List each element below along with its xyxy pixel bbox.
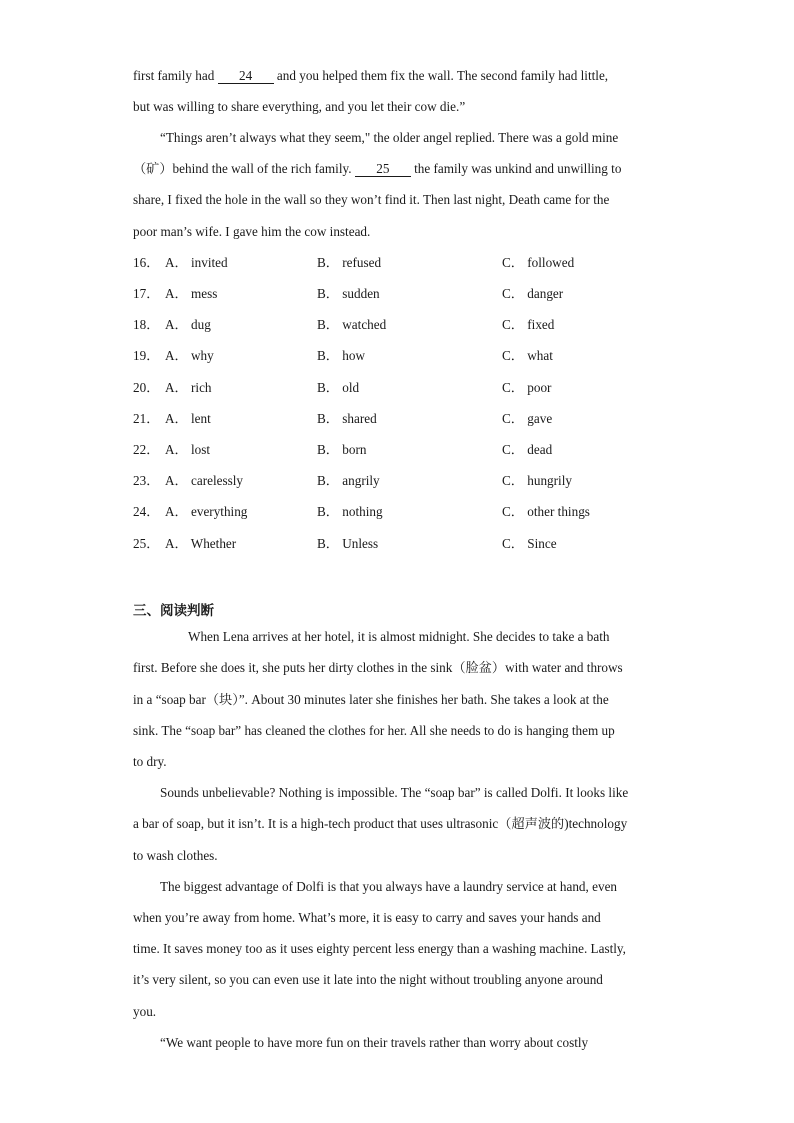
option-b: B． how (317, 348, 365, 363)
question-number: 20． (133, 380, 160, 395)
reading-line-8: to wash clothes. (133, 848, 218, 863)
option-b: B． sudden (317, 286, 380, 301)
option-a: A． lost (165, 442, 211, 457)
passage-line-3: “Things aren’t always what they seem," the older angel replied. There was a gold mine (160, 130, 619, 145)
passage-line-5: share, I fixed the hole in the wall so they won’t find it. Then last night, Death came for the (133, 192, 610, 207)
question-number: 19． (133, 348, 160, 363)
option-b: B． watched (317, 317, 387, 332)
reading-line-12: it’s very silent, so you can even use it late into the night without troubling anyone around (133, 972, 603, 987)
option-b: B． refused (317, 255, 382, 270)
reading-line-14: “We want people to have more fun on their travels rather than worry about costly (160, 1035, 589, 1050)
option-a: A． Whether (165, 536, 237, 551)
question-number: 17． (133, 286, 160, 301)
option-a: A． invited (165, 255, 228, 270)
reading-line-13: you. (133, 1004, 157, 1019)
question-number: 25． (133, 536, 160, 551)
option-a: A． rich (165, 380, 212, 395)
option-b: B． Unless (317, 536, 379, 551)
question-number: 21． (133, 411, 160, 426)
option-c: C． fixed (502, 317, 555, 332)
option-c: C． other things (502, 504, 590, 519)
question-number: 16． (133, 255, 160, 270)
reading-line-1: When Lena arrives at her hotel, it is almost midnight. She decides to take a bath (188, 629, 610, 644)
option-c: C． hungrily (502, 473, 572, 488)
passage-line-6: poor man’s wife. I gave him the cow instead. (133, 224, 371, 239)
reading-line-11: time. It saves money too as it uses eighty percent less energy than a washing machine. Lastly, (133, 941, 626, 956)
question-number: 23． (133, 473, 160, 488)
question-number: 24． (133, 504, 160, 519)
option-c: C． danger (502, 286, 564, 301)
reading-line-6: Sounds unbelievable? Nothing is impossible. The “soap bar” is called Dolfi. It looks like (160, 785, 629, 800)
option-b: B． angrily (317, 473, 380, 488)
option-c: C． poor (502, 380, 552, 395)
passage-line-2: but was willing to share everything, and you let their cow die.” (133, 99, 466, 114)
passage-line-4: （矿）behind the wall of the rich family. 25 the family was unkind and unwilling to (133, 161, 622, 176)
option-c: C． gave (502, 411, 553, 426)
option-c: C． Since (502, 536, 557, 551)
reading-line-5: to dry. (133, 754, 167, 769)
reading-line-9: The biggest advantage of Dolfi is that you always have a laundry service at hand, even (160, 879, 618, 894)
reading-line-10: when you’re away from home. What’s more, it is easy to carry and saves your hands and (133, 910, 601, 925)
passage-line-1: first family had 24 and you helped them fix the wall. The second family had little, (133, 68, 609, 83)
blank-25: 25 (355, 161, 411, 177)
option-c: C． followed (502, 255, 575, 270)
option-c: C． what (502, 348, 553, 363)
option-a: A． carelessly (165, 473, 243, 488)
option-a: A． mess (165, 286, 218, 301)
reading-line-7: a bar of soap, but it isn’t. It is a high-tech product that uses ultrasonic（超声波的)technology (133, 816, 628, 831)
section-title: 三、阅读判断 (133, 603, 214, 619)
reading-line-2: first. Before she does it, she puts her dirty clothes in the sink（脸盆）with water and throws (133, 660, 623, 675)
question-number: 22． (133, 442, 160, 457)
option-c: C． dead (502, 442, 553, 457)
option-b: B． old (317, 380, 360, 395)
option-a: A． everything (165, 504, 248, 519)
option-b: B． shared (317, 411, 377, 426)
option-b: B． born (317, 442, 367, 457)
question-number: 18． (133, 317, 160, 332)
blank-24: 24 (218, 68, 274, 84)
option-a: A． dug (165, 317, 211, 332)
reading-line-4: sink. The “soap bar” has cleaned the clothes for her. All she needs to do is hanging them up (133, 723, 615, 738)
option-b: B． nothing (317, 504, 383, 519)
option-a: A． why (165, 348, 214, 363)
option-a: A． lent (165, 411, 211, 426)
reading-line-3: in a “soap bar（块）”. About 30 minutes later she finishes her bath. She takes a look at the (133, 692, 609, 707)
